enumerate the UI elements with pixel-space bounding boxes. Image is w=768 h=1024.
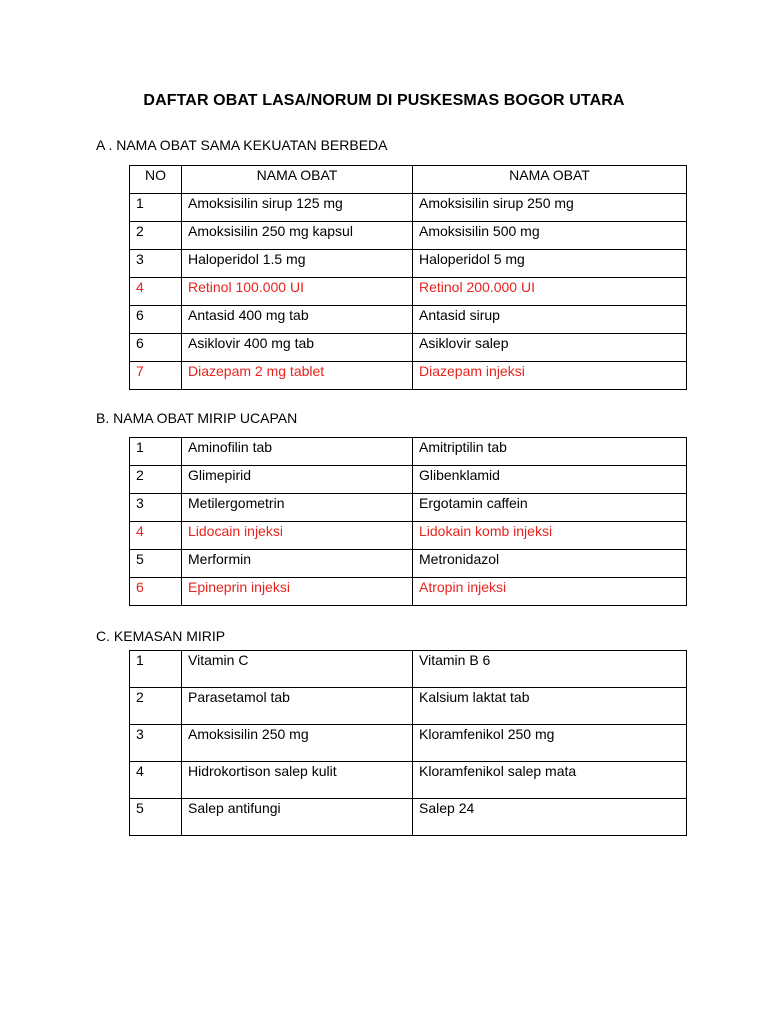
table-row (130, 522, 687, 550)
drug-name-a: Amoksisilin sirup 125 mg (182, 194, 413, 222)
drug-name-b: Salep 24 (413, 799, 687, 836)
table-row (130, 278, 687, 306)
header-drug-name-b: NAMA OBAT (413, 166, 687, 194)
table-row (130, 578, 687, 606)
drug-name-b: Amoksisilin 500 mg (413, 222, 687, 250)
drug-name-b: Kloramfenikol 250 mg (413, 725, 687, 762)
drug-name-a: Retinol 100.000 UI (182, 278, 413, 306)
drug-name-b: Diazepam injeksi (413, 362, 687, 390)
row-number: 1 (130, 651, 182, 688)
row-number: 3 (130, 250, 182, 278)
drug-name-b: Metronidazol (413, 550, 687, 578)
section-a-heading: A . NAMA OBAT SAMA KEKUATAN BERBEDA (96, 137, 388, 153)
drug-name-a: Vitamin C (182, 651, 413, 688)
table-row (130, 222, 687, 250)
drug-name-a: Haloperidol 1.5 mg (182, 250, 413, 278)
drug-name-b: Amoksisilin sirup 250 mg (413, 194, 687, 222)
section-c-heading: C. KEMASAN MIRIP (96, 628, 226, 644)
row-number: 2 (130, 688, 182, 725)
table-row (130, 466, 687, 494)
row-number: 4 (130, 278, 182, 306)
row-number: 2 (130, 222, 182, 250)
row-number: 5 (130, 799, 182, 836)
drug-name-a: Salep antifungi (182, 799, 413, 836)
drug-name-b: Kloramfenikol salep mata (413, 762, 687, 799)
table-row (130, 651, 687, 688)
drug-name-b: Retinol 200.000 UI (413, 278, 687, 306)
drug-name-b: Ergotamin caffein (413, 494, 687, 522)
header-drug-name-a: NAMA OBAT (182, 166, 413, 194)
drug-name-b: Kalsium laktat tab (413, 688, 687, 725)
drug-name-b: Haloperidol 5 mg (413, 250, 687, 278)
drug-name-a: Aminofilin tab (182, 438, 413, 466)
drug-name-a: Lidocain injeksi (182, 522, 413, 550)
drug-name-b: Atropin injeksi (413, 578, 687, 606)
drug-name-a: Merformin (182, 550, 413, 578)
drug-name-a: Amoksisilin 250 mg kapsul (182, 222, 413, 250)
table-header-row (130, 166, 687, 194)
table-row (130, 799, 687, 836)
table-row (130, 725, 687, 762)
drug-name-b: Asiklovir salep (413, 334, 687, 362)
table-sound-alike-drugs (129, 437, 687, 606)
drug-name-a: Amoksisilin 250 mg (182, 725, 413, 762)
row-number: 6 (130, 306, 182, 334)
row-number: 4 (130, 522, 182, 550)
section-b-heading: B. NAMA OBAT MIRIP UCAPAN (96, 410, 298, 426)
drug-name-b: Lidokain komb injeksi (413, 522, 687, 550)
row-number: 3 (130, 494, 182, 522)
table-row (130, 494, 687, 522)
table-row (130, 362, 687, 390)
row-number: 1 (130, 438, 182, 466)
table-row (130, 550, 687, 578)
drug-name-b: Glibenklamid (413, 466, 687, 494)
drug-name-b: Vitamin B 6 (413, 651, 687, 688)
drug-name-a: Diazepam 2 mg tablet (182, 362, 413, 390)
row-number: 5 (130, 550, 182, 578)
drug-name-a: Epineprin injeksi (182, 578, 413, 606)
drug-name-b: Amitriptilin tab (413, 438, 687, 466)
drug-name-a: Hidrokortison salep kulit (182, 762, 413, 799)
page-title: DAFTAR OBAT LASA/NORUM DI PUSKESMAS BOGOR UTARA (143, 92, 625, 109)
header-no: NO (130, 166, 182, 194)
row-number: 6 (130, 334, 182, 362)
drug-name-a: Asiklovir 400 mg tab (182, 334, 413, 362)
row-number: 4 (130, 762, 182, 799)
drug-name-b: Antasid sirup (413, 306, 687, 334)
table-row (130, 688, 687, 725)
table-row (130, 250, 687, 278)
table-row (130, 306, 687, 334)
row-number: 7 (130, 362, 182, 390)
row-number: 3 (130, 725, 182, 762)
table-row (130, 438, 687, 466)
table-row (130, 334, 687, 362)
row-number: 6 (130, 578, 182, 606)
row-number: 2 (130, 466, 182, 494)
table-row (130, 194, 687, 222)
drug-name-a: Glimepirid (182, 466, 413, 494)
row-number: 1 (130, 194, 182, 222)
table-row (130, 762, 687, 799)
table-same-drug-different-strength (129, 165, 687, 390)
table-look-alike-packaging (129, 650, 687, 836)
drug-name-a: Parasetamol tab (182, 688, 413, 725)
drug-name-a: Antasid 400 mg tab (182, 306, 413, 334)
drug-name-a: Metilergometrin (182, 494, 413, 522)
